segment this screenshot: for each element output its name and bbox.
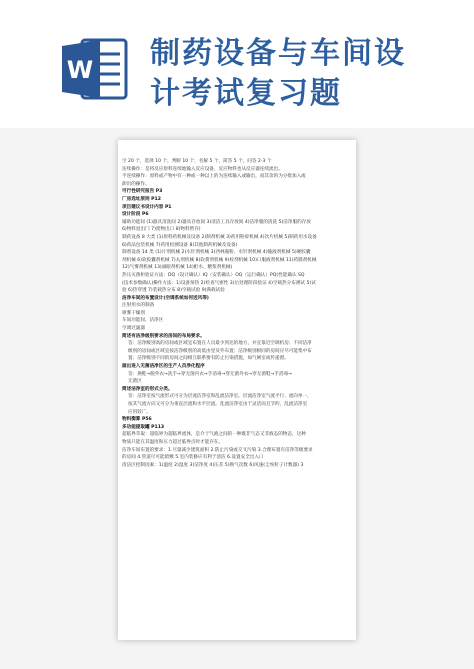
document-line: 设计阶段 P6: [122, 212, 149, 218]
document-line: 画出进入无菌洁净区的生产人员净化程序: [122, 364, 205, 370]
document-line: 简述洁净室的形式分类。: [122, 386, 173, 392]
document-line: 厂房选址原则 P12: [122, 196, 161, 202]
document-line: 剂机械 6)软胶囊剂机械 7)丸剂机械 8)软膏剂机械 9)栓剂机械 10)口服液剂机械 11)药膜剂机械: [122, 257, 317, 263]
document-line: 级别的房间或区域宜按洁净级别的高低由里及外布置；洁净级别相同的房间应尽可能集中布: [128, 348, 312, 354]
document-line: 车间功能间、洁净区: [122, 318, 164, 324]
document-line: 物料衡算 P56: [122, 417, 152, 423]
document-line: 项目建议书设计内容 P1: [122, 204, 172, 210]
document-title-line-2: 计考试复习题: [150, 76, 342, 111]
document-line: 热压灭菌柜验证方法：DQ（设计确认）IQ（安装确认）OQ（运行确认）PQ(性能确认 SQ: [122, 272, 305, 278]
document-line: 空调过滤器: [122, 326, 145, 332]
document-header: [0, 0, 474, 128]
document-line: 验 6)热穿透 7)装载热分布 8)空载试验 9)满载试验: [122, 288, 225, 294]
document-line: 答：洁净室按气流形式可分为层流洁净室和乱流洁净室。层流洁净室气流平行、流向单一，: [128, 394, 312, 400]
document-line: 无菌区: [128, 379, 142, 385]
document-line: 置；洁净级别不同的房间之间相互联系要有防止污染措施，如气闸室或传递窗。: [128, 356, 289, 362]
document-line: 应用较广。: [128, 409, 151, 415]
document-line: 12)气雾剂机械 13)滴眼剂机械 14)酊水、糖浆剂机械): [122, 265, 233, 271]
document-line: 按其气流方向又可分为垂直层流和水平层流。乱流洁净室由于灵活而且节约，乱流洁净室: [128, 402, 308, 407]
document-line: 6)物料退出门 7)废物出口 8)物料暂存): [122, 227, 201, 233]
word-document-icon: [60, 34, 130, 104]
document-line: 空 20 个，选择 10 个，判断 10 个，名解 5 个，简答 5 个，问答 2-3 个: [122, 159, 272, 164]
document-line: 清洁区控制因素：1)温度 2)湿度 3)洁净度 4)压差 5)换气次数 6)风速(尘埃粒子计数器) 3: [122, 462, 304, 468]
document-page: [118, 140, 356, 640]
document-line: 物质只能在其温度和压力超过临界点时才能存在。: [122, 439, 224, 445]
document-line: 卸出的操作。: [122, 181, 150, 187]
document-line: 可行性研究报告 P3: [122, 189, 163, 195]
document-line: 制药设备 8 大类 (1)原料药机械及设备 2)制剂机械 3)药用粉碎机械 4)饮片机械 5)制药用水设备: [122, 234, 317, 240]
document-line: 6)药品包装机械 7)药用检测设备 8)其他制药机械及设备): [122, 242, 238, 248]
document-line: 注射用水的制备: [122, 303, 155, 309]
document-line: 洁净车间布置的要求：1.尽量减少建筑面积 2.防止污染或交叉污染 3.合理布置有洁净等级要求: [122, 447, 313, 453]
document-line: 超临界萃取：超临界为超临界流体，是介于气液之间的一种既非气态又非液态的物态，这种: [122, 432, 306, 438]
document-line: 多功能提取罐 P113: [122, 424, 165, 430]
document-line: (技术参数确认)操作方法：1)设备预热 2)检查气密性 3)后处理阶段验证 4)空载热分布测试 5)试: [122, 280, 316, 286]
document-line: 洁净车间的布置设计(空调系统如何送风等): [122, 295, 209, 301]
document-body: [122, 158, 352, 469]
document-line: 简述有洁净级别要求的房间的布局要求。: [122, 333, 205, 339]
document-line: 答：换鞋→脱外衣→洗手→穿无菌内衣→手消毒→穿无菌外衣→穿无菌鞋→手消毒→: [128, 371, 293, 377]
document-line: 连续操作：是将反应原料连续地输入反应设备，反应物料也从反应器连续流出。: [122, 166, 283, 172]
word-icon-letter: W: [66, 56, 94, 84]
document-line: 的房间 4.管道尽可能暗敷 5.室内装修应有利于清洁 6.设置安全出入口: [122, 455, 264, 461]
document-line: 半连续操作：原料或产物中有一种或一种以上的为连续输入或输出，而其余的为分批加入或: [122, 174, 306, 180]
document-line: 喷雾干燥剂: [122, 310, 145, 316]
document-line: 答：洁净级别高的房间或区域宜布置在人员最少到达的地方，并宜靠近空调机房；不同洁净: [128, 341, 312, 347]
document-line: 辅助功能间 (1)器具清洗间 2)器具存放间 3)清洁工具存放间 4)洁净服的清洗 5)洁净服的存放: [122, 219, 311, 225]
document-line: 制剂设备 14 类 (1)片剂机械 2)水针剂机械 3)西林瓶粉、水针剂机械 4)输液剂机械 5)硬胶囊: [122, 250, 311, 256]
document-title-line-1: 制药设备与车间设: [150, 36, 406, 71]
